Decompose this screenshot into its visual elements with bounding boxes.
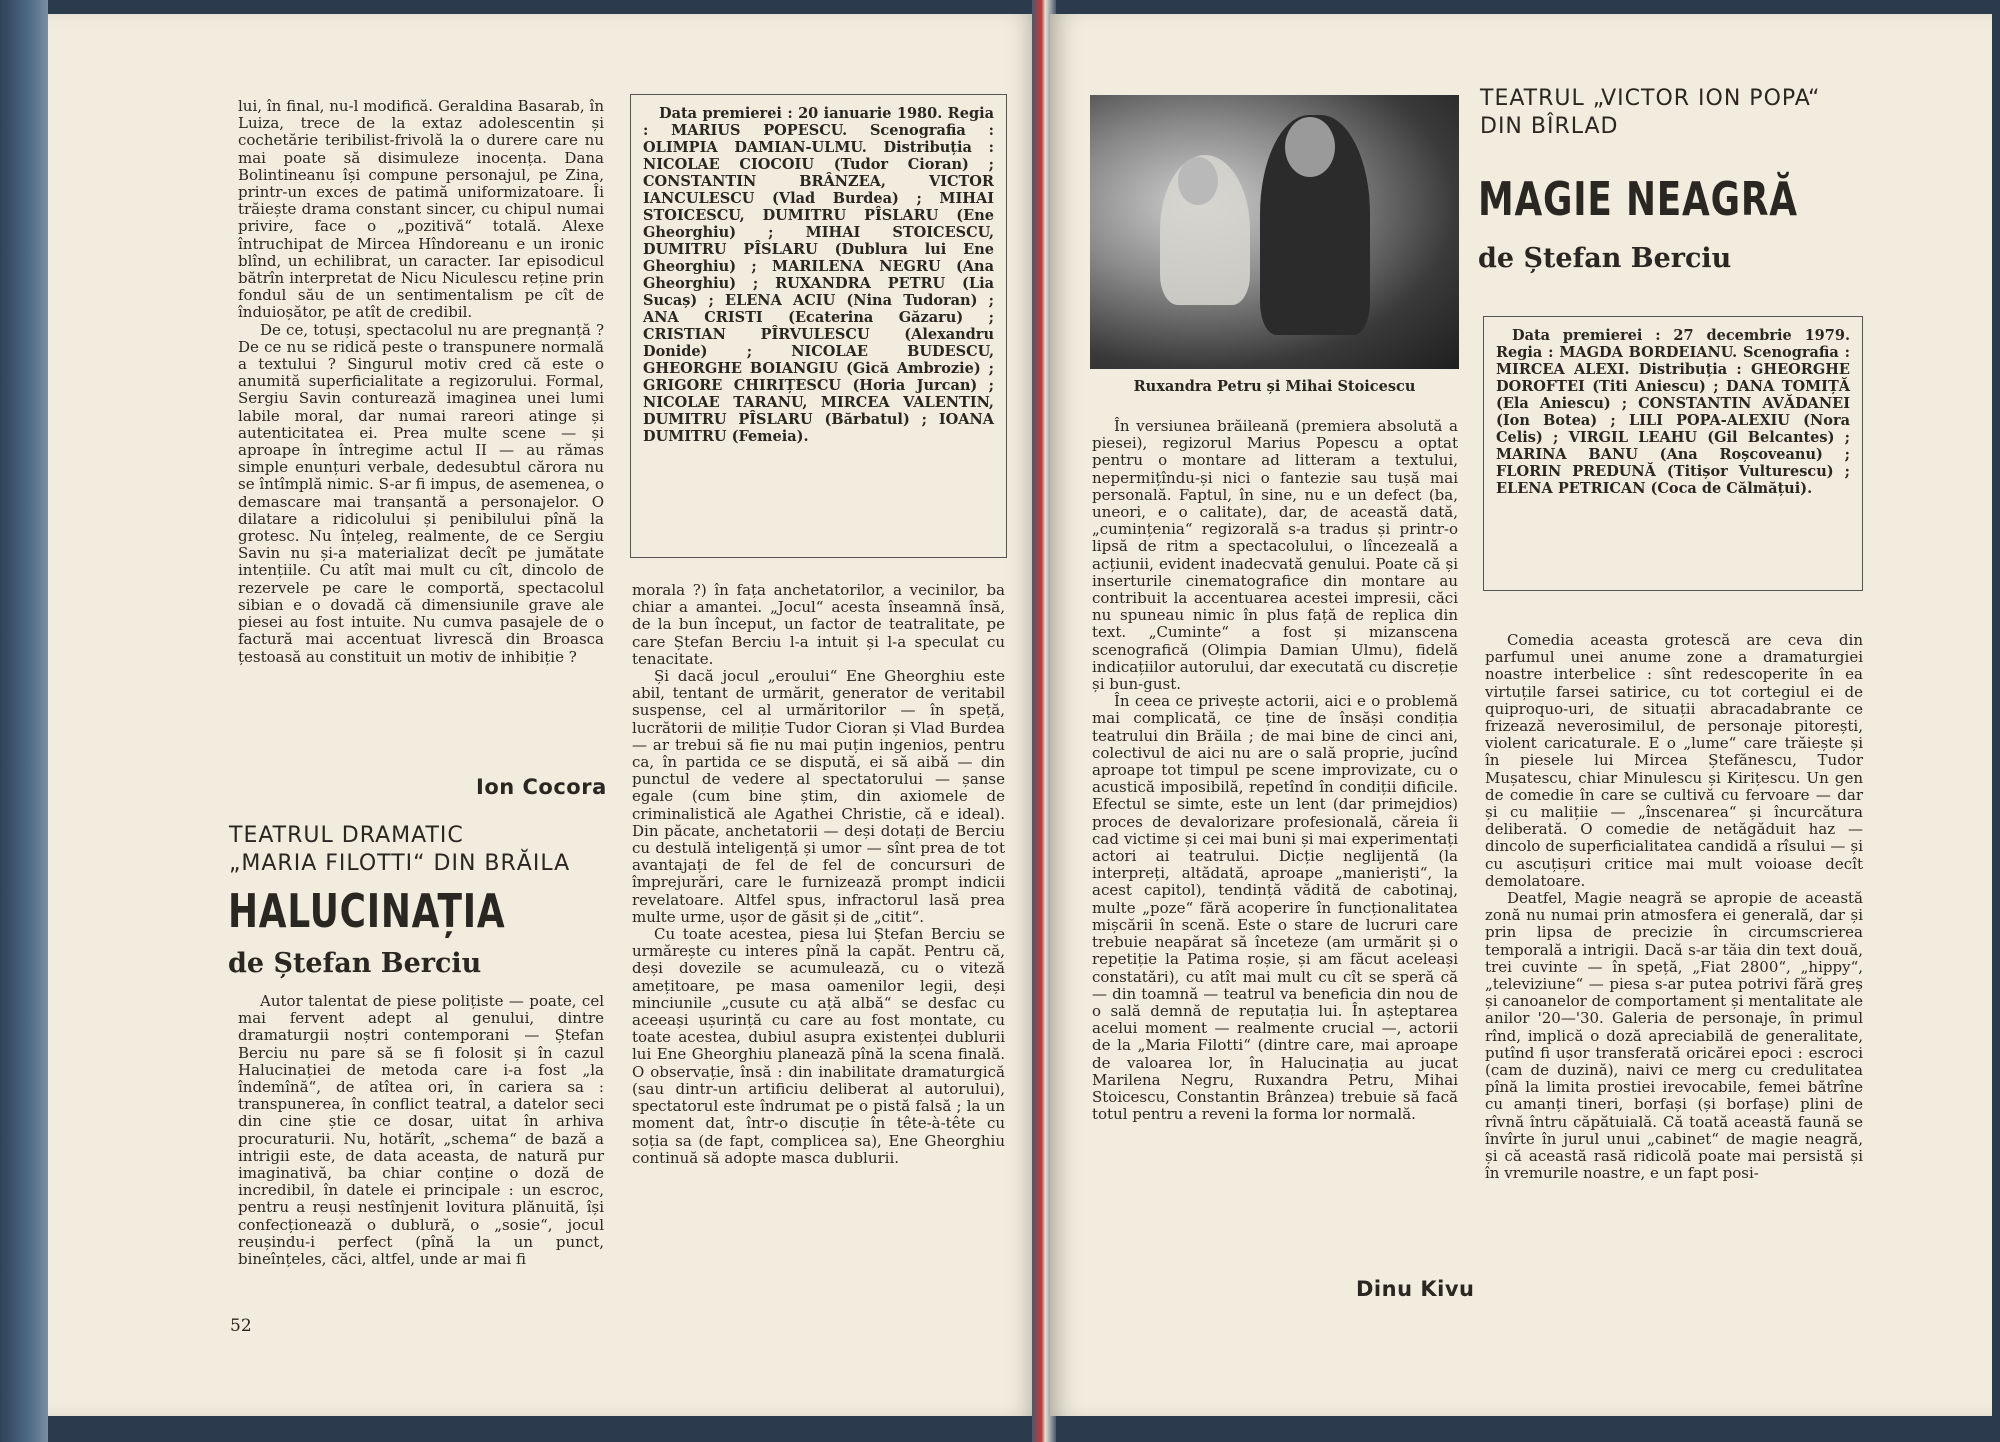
theatre-heading-braila <box>229 822 629 878</box>
paragraph: morala ?) în fața anchetatorilor, a vecinilor, ba chiar a amantei. „Jocul“ acesta înseamnă însă, de la bun început, un factor de teatralitate, pe care Ștefan Berciu l-a intuit și l-a speculat cu tenacitate. <box>632 581 1005 668</box>
theatre-heading-line: TEATRUL DRAMATIC <box>229 823 464 848</box>
paragraph: De ce, totuși, spectacolul nu are pregnanță ? De ce nu se ridică peste o transpunere normală a textului ? Singurul motiv cred că este o anumită superficialitate a regizorului. Formal, Sergiu Savin conturează imaginea unei lumi labile moral, dar numai rareori atinge și autenticitatea ei. Prea multe scene — și aproape în întregime actul II — au rămas simple enunțuri verbale, dedesubtul cărora nu se întîmplă nimic. S-ar fi impus, de asemenea, o demascare mai tranșantă a personajelor. O dilatare a ridicolului și penibilului pînă la grotesc. Nu înțeleg, realmente, de ce Sergiu Savin nu și-a materializat decît pe jumătate intențiile. Cu atît mai mult cu cît, dincolo de rezervele pe care le comportă, spectacolul sibian e o dovadă că dimensiunile grave ale piesei au fost intuite. Nu cumva pasajele de o factură mai accentuat livrescă din Broasca țestoasă au constituit un motiv de inhibiție ? <box>238 320 604 666</box>
left-column-1 <box>238 98 604 666</box>
signature-dinu-kivu: Dinu Kivu <box>1356 1277 1475 1301</box>
paragraph: Comedia aceasta grotescă are ceva din parfumul unei anume zone a dramaturgiei noastre interbelice : sînt redescoperite în ea virtuțile farsei satirice, cu tot cortegiul ei de quiproquo-uri, de situații abracadabrante ce frizează neverosimilul, de personaje pitorești, violent caricaturale. E o „lume“ care trăiește și în piesele lui Mircea Ștefănescu, Tudor Mușatescu, chiar Minulescu și Kirițescu. Un gen de comedie în care se cultivă cu fervoare — dar și cu malițiie — „înscenarea“ și încurcătura deliberată. O comedie de netăgăduit haz — dincolo de superficialitatea candidă a rîsului — și cu ascuțișuri critice mai mult voioase decît demolatoare. <box>1485 631 1863 890</box>
theatre-heading-birlad <box>1480 85 1900 141</box>
theatre-heading-line: „MARIA FILOTTI“ DIN BRĂILA <box>229 851 571 876</box>
right-page <box>1050 14 1992 1416</box>
paragraph: lui, în final, nu-l modifică. Geraldina Basarab, în Luiza, trece de la extaz adolescentin și cochetărie teribilist-frivolă la o durere care nu mai poate să disimuleze inocența. Dana Bolintineanu își compune personajul, pe Zina, printr-un exces de patimă uniformizatoare. Îi trăiește drama constant sincer, cu chipul numai privire, face o „pozitivă“ totală. Alexe întruchipat de Mircea Hîndoreanu e un ironic blînd, un echilibrat, un caracter. Iar episodicul bătrîn interpretat de Nicu Niculescu reține prin fondul său de un sentimentalism pe cît de înduioșător, pe atît de credibil. <box>238 97 604 322</box>
left-column-1-bottom <box>238 993 604 1268</box>
paragraph: În versiunea brăileană (premiera absolută a piesei), regizorul Marius Popescu a optat pentru o montare ad litteram a textului, nepermițîndu-și nici o fantezie sau tușă mai personală. Faptul, în sine, nu e un defect (ba, uneori, e o calitate), dar, de această dată, „cumințenia“ regizorală s-a tradus și printr-o lipsă de ritm a spectacolului, o lîncezeală a acțiunii, evident inadecvată genului. Poate că și inserturile cinematografice din montare au contribuit la accentuarea acestei impresii, căci nu spuneau nimic în plus față de replica din text. „Cuminte“ a fost și mizanscena scenografică (Olimpia Damian Ulmu), fidelă indicațiilor autorului, dar executată cu discreție și bun-gust. <box>1092 417 1458 694</box>
paragraph: Deatfel, Magie neagră se apropie de această zonă nu numai prin atmosfera ei generală, dar și prin lipsa de precizie în circumscrierea temporală a intrigii. Dacă s-ar tăia din text două, trei cuvinte — în speță, „Fiat 2800“, „hippy“, „televiziune“ — piesa s-ar putea potrivi fără greș și canoanelor de comportament și mentalitate ale anilor '20—'30. Galeria de personaje, în primul rînd, implică o doză apreciabilă de generalitate, putînd fi ușor transferată oricărei epoci : escroci (cam de duzină), naivi ce merg cu credulitatea pînă la limita prostiei irevocabile, femei bătrîne cu amanți tineri, borfași (și borfașe) plini de rîvnă întru căpătuială. Că toată această faună se învîrte în jurul unui „cabinet“ de magie neagră, și că această rasă ridicolă poate mai persistă și în vremurile noastre, e un fapt posi- <box>1485 889 1863 1183</box>
paragraph: Cu toate acestea, piesa lui Ștefan Berciu se urmărește cu interes pînă la capăt. Pentru că, deși dovezile se acumulează, cu o viteză amețitoare, pe masa oamenilor legii, deși minciunile „cusute cu ață albă“ se desfac cu aceeași ușurință cu care au fost montate, cu toate acestea, dubiul asupra existenței dublurii lui Ene Gheorghiu planează pînă la scena finală. O observație, însă : din inabilitate dramaturgică (sau dintr-un artificiu deliberat al autorului), spectatorul este îndrumat pe o pistă falsă ; la un moment dat, într-o discuție în tête-à-tête cu soția sa (de fapt, complicea sa), Ene Gheorghiu continuă să adopte masca dublurii. <box>632 925 1005 1167</box>
theatre-heading-line: DIN BÎRLAD <box>1480 114 1619 139</box>
right-column-2 <box>1485 632 1863 1183</box>
paragraph: Autor talentat de piese polițiste — poate, cel mai fervent adept al genului, dintre dramaturgii noștri contemporani — Ștefan Berciu nu pare să se fi folosit și în cazul Halucinației de metoda care i-a fost „la îndemînă“, de atîtea ori, în cariera sa : transpunerea, în conflict teatral, a datelor seci din cine știe ce dosar, uitat în arhiva procuraturii. Nu, hotărît, „schema“ de bază a intrigii este, de data aceasta, de natură pur imaginativă, ba chiar conține o doză de incredibil, în datele ei principale : un escroc, pentru a reuși nestînjenit lovitura plănuită, își confecționează o dublură, o „sosie“, jocul reușindu-i perfect (pînă la un punct, bineînțeles, căci, altfel, unde ar mai fi <box>238 992 604 1269</box>
theatre-heading-line: TEATRUL „VICTOR ION POPA“ <box>1480 86 1821 111</box>
play-title-halucinatia: HALUCINAȚIA <box>228 884 506 938</box>
production-photo <box>1090 95 1459 369</box>
actress-face <box>1178 157 1218 205</box>
credits-box-magie-neagra <box>1483 316 1863 591</box>
photo-caption: Ruxandra Petru și Mihai Stoicescu <box>1133 378 1416 395</box>
page-number: 52 <box>230 1316 252 1336</box>
credits-text: Data premierei : 20 ianuarie 1980. Regia : MARIUS POPESCU. Scenografia : OLIMPIA DAMIAN-ULMU. Distribuția : NICOLAE CIOCOIU (Tudor Cioran) ; CONSTANTIN BRÂNZEA, VICTOR IANCULESCU (Vlad Burdea) ; MIHAI STOICESCU, DUMITRU PÎSLARU (Ene Gheorghiu) ; MIHAI STOICESCU, DUMITRU PÎSLARU (Dublura lui Ene Gheorghiu) ; MARILENA NEGRU (Ana Gheorghiu) ; RUXANDRA PETRU (Lia Sucaș) ; ELENA ACIU (Nina Tudoran) ; ANA CRISTI (Ecaterina Găzaru) ; CRISTIAN PÎRVULESCU (Alexandru Donide) ; NICOLAE BUDESCU, GHEORGHE BOIANGIU (Gică Ambrozie) ; GRIGORE CHIRIȚESCU (Horia Jurcan) ; NICOLAE TARANU, MIRCEA VALENTIN, DUMITRU PÎSLARU (Bărbatul) ; IOANA DUMITRU (Femeia). <box>643 105 994 445</box>
paragraph: Și dacă jocul „eroului“ Ene Gheorghiu este abil, tentant de urmărit, generator de veritabil suspense, cel al urmăritorilor — în speță, lucrătorii de miliție Tudor Cioran și Vlad Burdea — ar trebui să fie nu mai puțin ingenios, pentru ca, în partida ce se dispută, ei să aibă — din punctul de vedere al spectatorului — șanse egale (cum bine știm, din axiomele de criminalistică ale Agathei Christie, că e ideal). Din păcate, anchetatorii — deși dotați de Berciu cu destulă inteligență și umor — sînt prea de tot avantajați de fel de fel de concursuri de împrejurări, care le furnizează prompt indicii revelatoare. Altfel spus, infractorul lasă prea multe urme, ușor de găsit și de „citit“. <box>632 667 1005 926</box>
credits-text: Data premierei : 27 decembrie 1979. Regia : MAGDA BORDEIANU. Scenografia : MIRCEA ALEXI. Distribuția : GHEORGHE DOROFTEI (Titi Aniescu) ; DANA TOMIȚĂ (Ela Aniescu) ; CONSTANTIN AVĂDANEI (Ion Botea) ; LILI POPA-ALEXIU (Nora Celis) ; VIRGIL LEAHU (Gil Belcantes) ; MARINA BANU (Ana Roșcoveanu) ; FLORIN PREDUNĂ (Titișor Vulturescu) ; ELENA PETRICAN (Coca de Călmățui). <box>1496 327 1850 497</box>
play-author: de Ștefan Berciu <box>1478 243 1732 274</box>
play-author: de Ștefan Berciu <box>228 948 482 979</box>
signature-ion-cocora: Ion Cocora <box>476 775 607 799</box>
book-binding-edge <box>0 0 48 1442</box>
right-column-1 <box>1092 418 1458 1123</box>
left-column-2 <box>632 582 1005 1167</box>
actor-face <box>1285 117 1335 177</box>
paragraph: În ceea ce privește actorii, aici e o problemă mai complicată, ce ține de însăși condiția teatrului din Brăila ; de mai bine de cinci ani, colectivul de aici nu are o sală proprie, jucînd aproape tot timpul pe scene improvizate, cu o acustică imposibilă, repetînd în condiții dificile. Efectul se simte, este un lent (dar primejdios) proces de devalorizare profesională, căreia îi cad victime și cei mai buni și mai experimentați actori ai teatrului. Dicție neglijentă (la interpreți, altădată, aproape „manieriști“, la acest capitol), tendință vădită de cabotinaj, multe „poze“ fără acoperire în funcționalitatea mișcării în scenă. Este o stare de lucruri care trebuie neapărat să înceteze (am urmărit și o repetiție la Patima roșie, și am făcut aceleași constatări), cu atît mai mult cu cît se speră că — din toamnă — teatrul va beneficia din nou de o sală demnă de reputația lui. În așteptarea acelui moment — realmente crucial —, actorii de la „Maria Filotti“ (dintre care, mai aproape de valoarea lor, în Halucinația au jucat Marilena Negru, Ruxandra Petru, Mihai Stoicescu, Constantin Brânzea) trebuie să facă totul pentru a reveni la forma lor normală. <box>1092 692 1458 1124</box>
play-title-magie-neagra: MAGIE NEAGRĂ <box>1478 172 1798 226</box>
credits-box-halucinatia <box>630 94 1007 558</box>
left-page <box>48 14 1038 1416</box>
